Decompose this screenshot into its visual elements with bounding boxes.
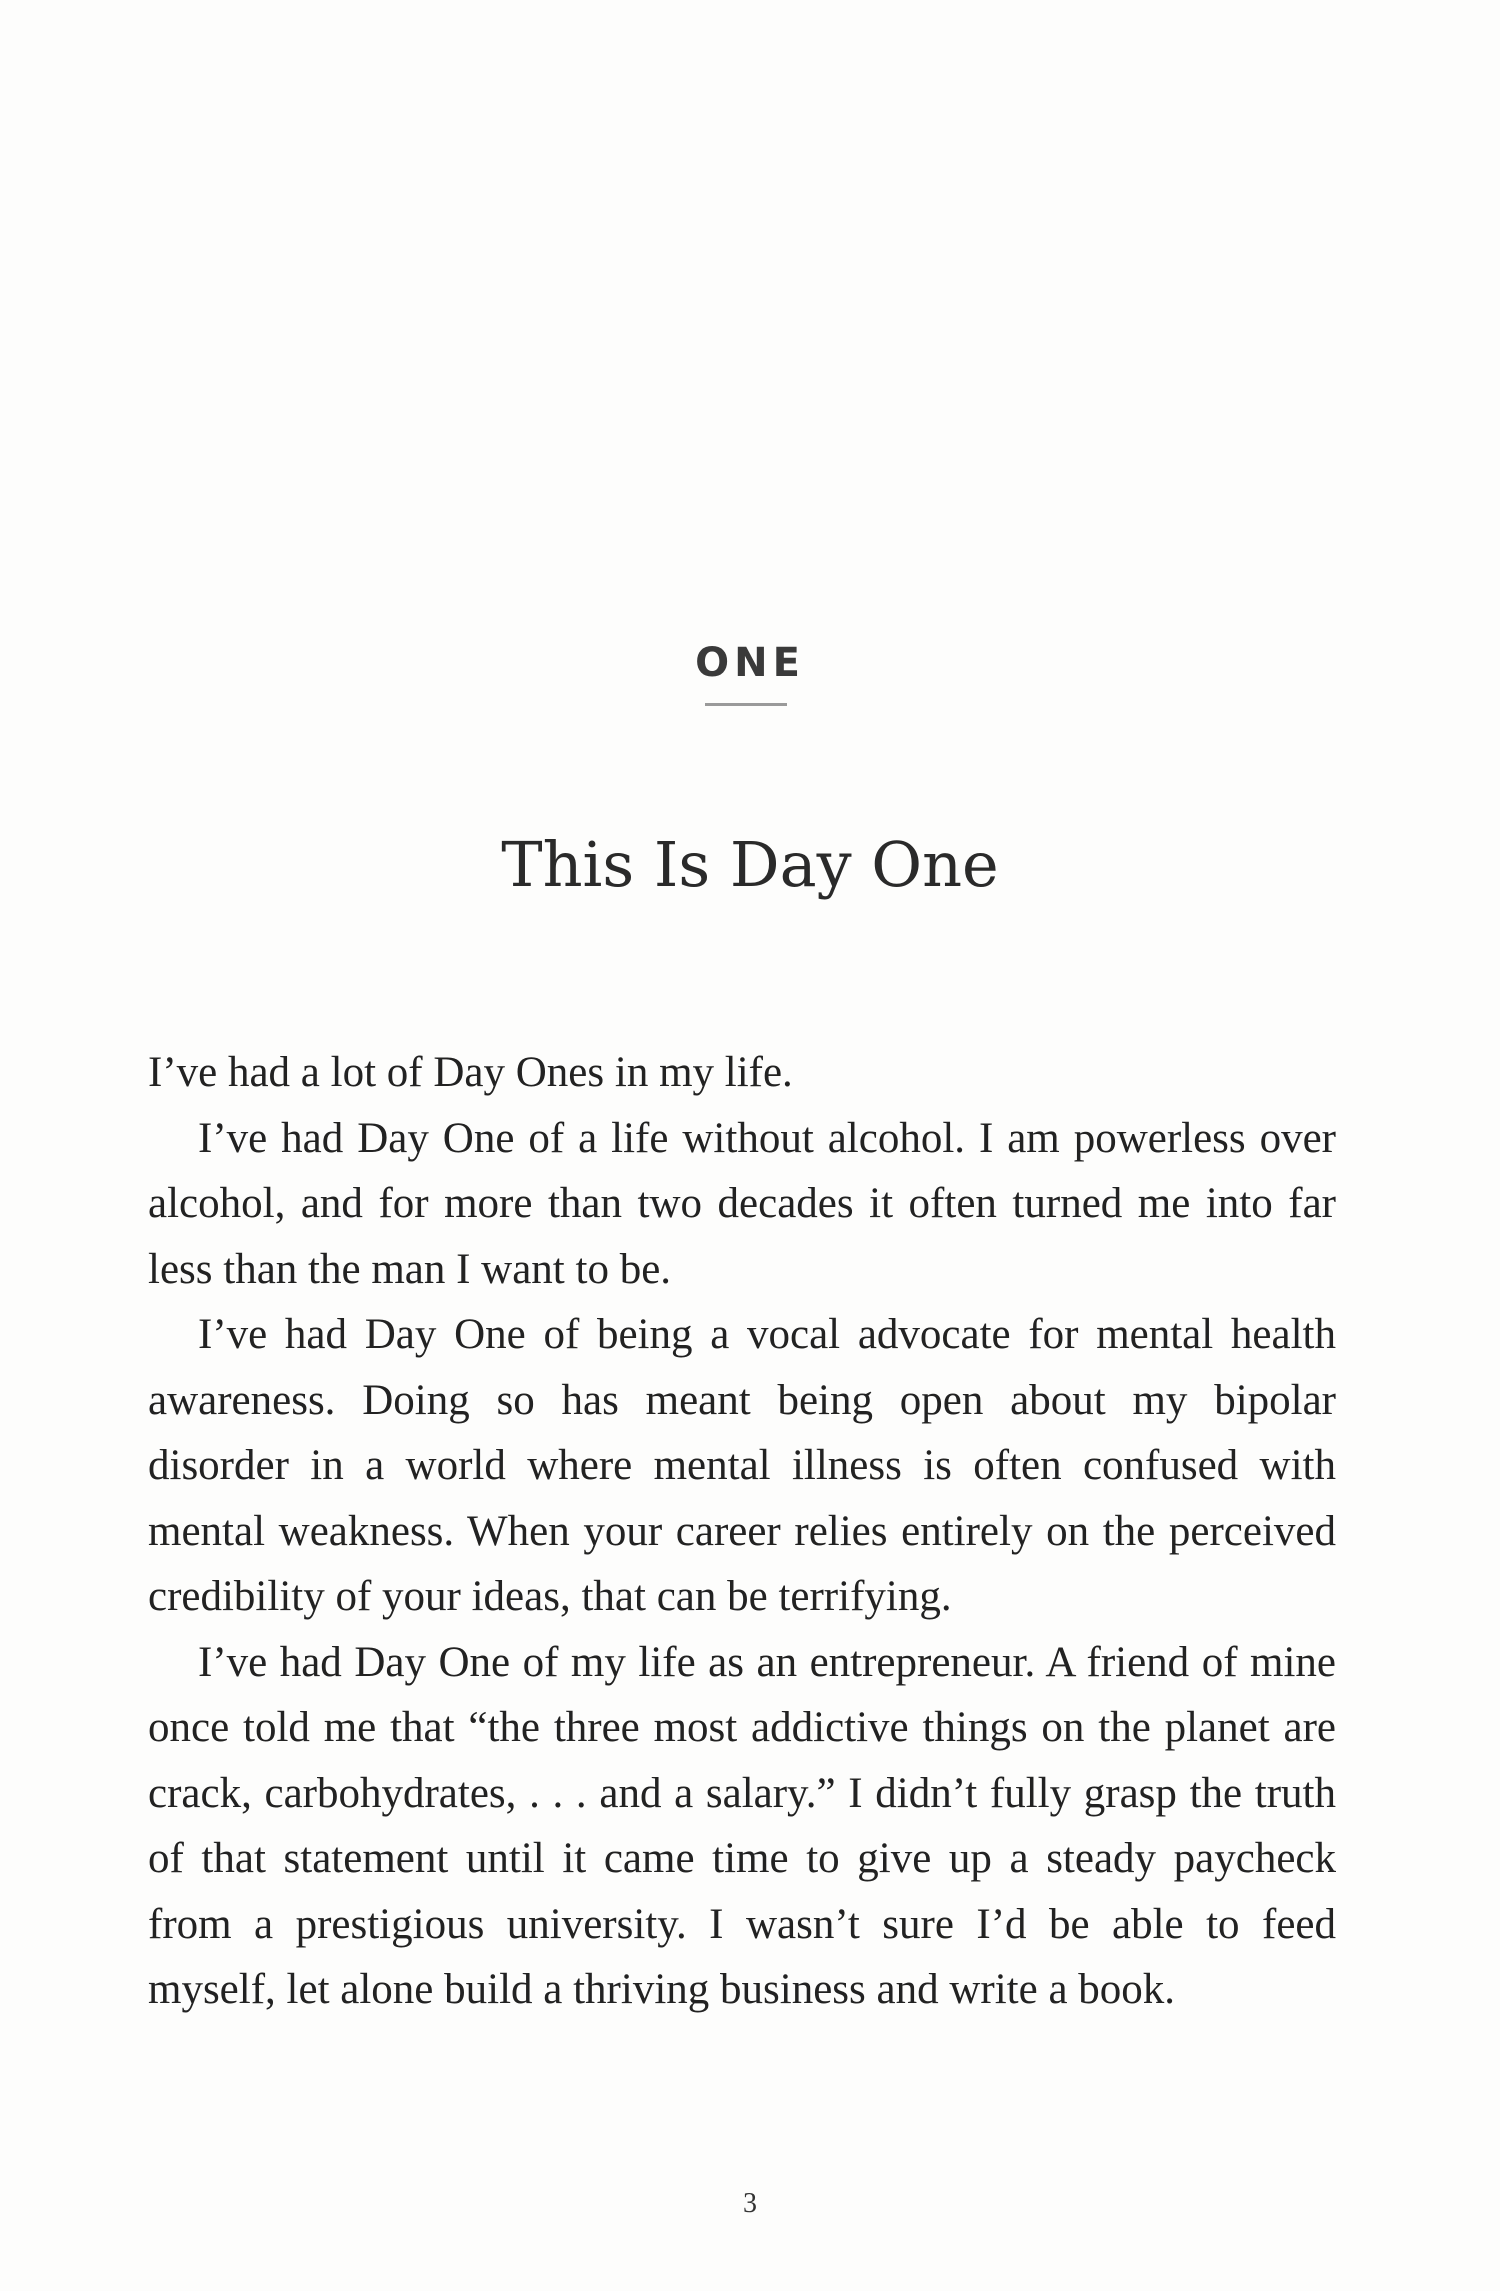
paragraph: I’ve had Day One of my life as an entrepreneur. A friend of mine once told me that “the three most addictive things on the planet are crack, carbohydrates, . . . and a salary.” I didn’t fully grasp the truth of that statement until it came time to give up a steady paycheck from a prestigious university. I wasn’t sure I’d be able to feed myself, let alone build a thriving business and write a book. [148,1638,1336,2013]
chapter-number: ONE [695,640,805,686]
chapter-underline [705,703,787,706]
paragraph: I’ve had Day One of a life without alcohol. I am powerless over alcohol, and for more than two decades it often turned me into far less than the man I want to be. [148,1114,1336,1293]
chapter-body-text [148,1040,1336,2023]
chapter-title: This Is Day One [501,828,999,901]
page-number: 3 [743,2188,757,2219]
paragraph: I’ve had Day One of being a vocal advocate for mental health awareness. Doing so has meant being open about my bipolar disorder in a world where mental illness is often confused with mental weakness. When your career relies entirely on the perceived credibility of your ideas, that can be terrifying. [148,1311,1336,1620]
paragraph: I’ve had a lot of Day Ones in my life. [148,1049,793,1096]
